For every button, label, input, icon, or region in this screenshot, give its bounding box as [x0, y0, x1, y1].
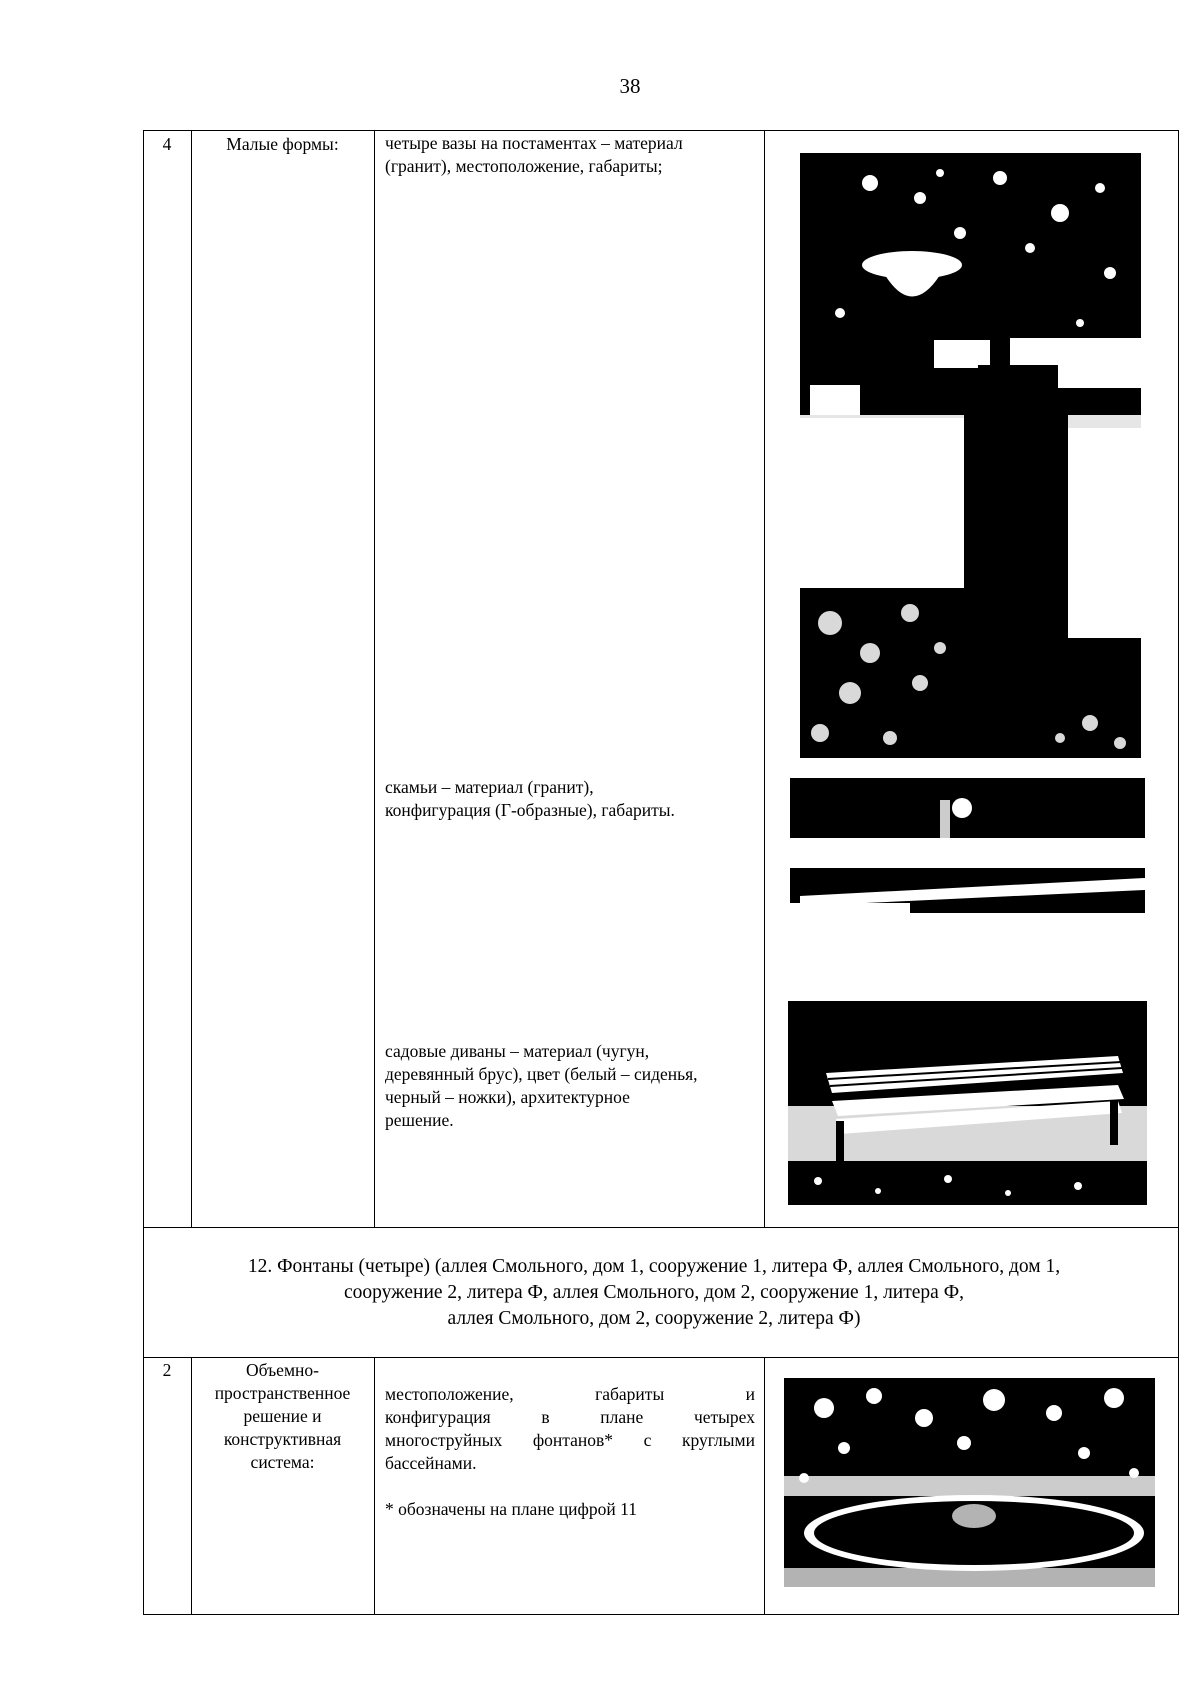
footnote: * обозначены на плане цифрой 11: [385, 1499, 637, 1519]
row-number: 4: [162, 134, 172, 154]
row-label: Объемно- пространственное решение и конструктивная система:: [214, 1360, 351, 1472]
benches-description: скамьи – материал (гранит), конфигурация (Г-образные), габариты.: [385, 777, 675, 820]
garden-sofa-photo: [788, 1001, 1147, 1205]
granite-bench-photo: [790, 778, 1145, 913]
fountain-photo: [784, 1378, 1155, 1587]
sofas-description: садовые диваны – материал (чугун, деревянный брус), цвет (белый – сиденья, черный – ножки), архитектурное решение.: [385, 1041, 698, 1130]
vase-on-pedestal-photo: [800, 153, 1141, 758]
section-title-fountains: 12. Фонтаны (четыре) (аллея Смольного, дом 1, сооружение 1, литера Ф, аллея Смольного, дом 1, сооружение 2, литера Ф, аллея Смольного, дом 2, сооружение 1, литера Ф, аллея Смольного, дом 2, сооружение 2, литера Ф): [247, 1256, 1061, 1329]
page-number: 38: [619, 74, 641, 98]
fountain-description: местоположение, габариты и конфигурация в плане четырех многоструйных фонтанов* с круглыми бассейнами.: [385, 1384, 755, 1473]
vases-description: четыре вазы на постаментах – материал (гранит), местоположение, габариты;: [385, 133, 683, 176]
row-number: 2: [162, 1360, 172, 1380]
row-label: Малые формы:: [226, 134, 339, 154]
